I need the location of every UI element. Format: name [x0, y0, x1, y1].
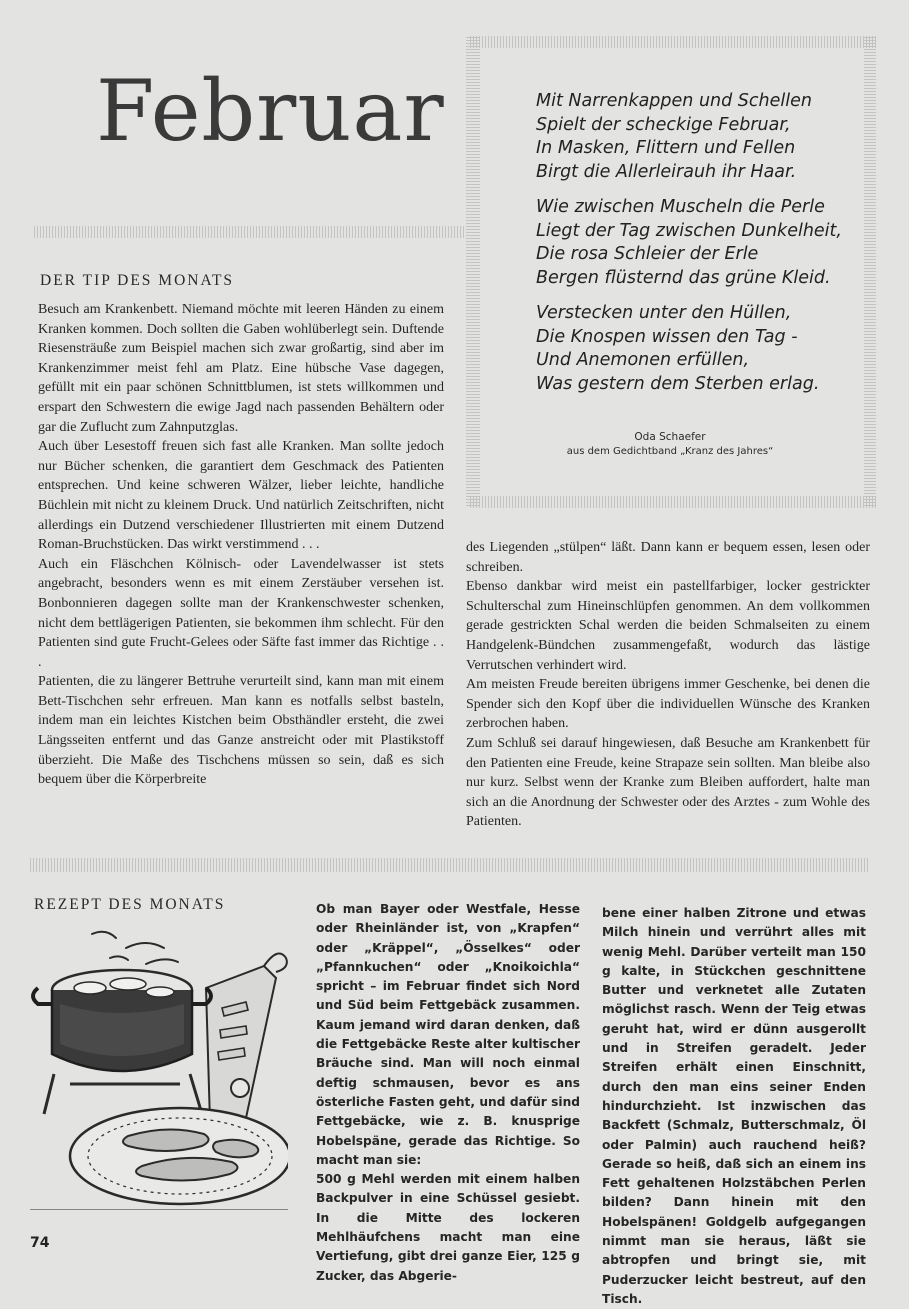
title-rule	[34, 226, 464, 238]
poem-author: Oda Schaefer	[634, 431, 706, 443]
poem-stanza	[536, 196, 866, 290]
recipe-paragraph: 500 g Mehl werden mit einem halben Backpulver in eine Schüssel gesiebt. In die Mitte des lockeren Mehlhäufchens macht man eine Vertiefung, gibt drei ganze Eier, 125 g Zucker, das Abgerie-	[316, 1172, 580, 1283]
tip-left-column	[38, 300, 444, 790]
poem-line: Mit Narrenkappen und Schellen	[536, 91, 812, 111]
poem-line: Spielt der scheckige Februar,	[536, 114, 791, 135]
recipe-heading: REZEPT DES MONATS	[34, 896, 226, 913]
section-divider	[30, 858, 868, 872]
tip-paragraph: Auch ein Fläschchen Kölnisch- oder Lavendelwasser ist stets angebracht, besonders wenn es mit einem Zerstäuber versehen ist. Bonbonnieren dagegen sollte man der Krankenschwester schenken, nicht dem bettlägerigen Patienten, sie bekommen ihm schlecht. Für den Patienten sind gute Frucht-Gelees oder Säfte fast immer das Richtige . . .	[38, 556, 444, 670]
poem-line: Verstecken unter den Hüllen,	[536, 303, 792, 323]
poem-line: Und Anemonen erfüllen,	[536, 350, 750, 370]
poem-stanza	[536, 302, 866, 396]
tip-paragraph: Am meisten Freude bereiten übrigens immer Geschenke, bei denen die Spender sich den Kopf über die individuellen Wünsche des Kranken zerbrochen haben.	[466, 677, 870, 732]
poem-line: Die Knospen wissen den Tag -	[536, 326, 798, 347]
page-title: Februar	[96, 62, 445, 160]
fried-pastry-illustration	[30, 918, 288, 1210]
poem-line: Birgt die Allerleirauh ihr Haar.	[536, 161, 797, 182]
page-number: 74	[30, 1235, 50, 1251]
poem-stanza	[536, 90, 866, 184]
tip-paragraph: Ebenso dankbar wird meist ein pastellfarbiger, locker gestrickter Schulterschal zum Hineinschlüpfen genommen. An dem vollkommen gerade gestrickten Schal werden die beiden Schmalseiten zu einem Handgelenk-Bündchen zusammengefaßt, wodurch das lästige Verrutschen verhindert wird.	[466, 579, 870, 673]
tip-paragraph: Patienten, die zu längerer Bettruhe verurteilt sind, kann man mit einem Bett-Tischchen sehr erfreuen. Man kann es notfalls selbst basteln, indem man ein leichtes Kistchen beim Obsthändler ersteht, die zwei Längsseiten entfernt und das Ganze anstreicht oder mit Plastikstoff überzieht. Die Maße des Tischchens müssen so sein, daß es sich bequem über die Körperbreite	[38, 674, 444, 788]
poem-frame-bottom	[470, 496, 878, 508]
tip-paragraph: Besuch am Krankenbett. Niemand möchte mit leeren Händen zu einem Kranken kommen. Doch sollten die Gaben wohlüberlegt sein. Duftende Riesensträuße zum Beispiel machen sich zwar großartig, sind aber im Krankenzimmer meist fehl am Platz. Eine hübsche Vase dagegen, gefüllt mit ein paar schönen Schnittblumen, ist stets willkommen und erspart den Schwestern die ewige Jagd nach passenden Behältern oder gar die Zuflucht zum Zahnputzglas.	[38, 302, 444, 435]
tip-paragraph: Zum Schluß sei darauf hingewiesen, daß Besuche am Krankenbett für den Patienten eine Freude, keine Strapaze sein sollten. Man bleibe also nur kurz. Selbst wenn der Kranke zum Bleiben auffordert, halte man sich an die Anordnung der Schwester oder des Arztes - zum Wohle des Patienten.	[466, 735, 870, 830]
poem-frame-left	[466, 36, 480, 506]
poem-line: Bergen flüsternd das grüne Kleid.	[536, 267, 831, 288]
poem-line: Liegt der Tag zwischen Dunkelheit,	[536, 220, 842, 241]
recipe-column-2	[602, 904, 866, 1309]
recipe-paragraph: Ob man Bayer oder Westfale, Hesse oder Rheinländer ist, von „Krapfen“ oder „Kräppel“, „Össelkes“ oder „Pfannkuchen“ oder „Knoikoichla“ spricht – im Februar findet sich Nord und Süd beim Fettgebäck zusammen. Kaum jemand wird daran denken, daß die Fettgebäcke Reste alter kultischer Bräuche sind. Man will noch einmal deftig schmausen, bevor es ans österliche Fasten geht, und dafür sind Fettgebäcke, wie z. B. knusprige Hobelspäne, gerade das Richtige. So macht man sie:	[316, 902, 580, 1167]
recipe-column-1	[316, 900, 580, 1286]
poem	[536, 90, 866, 408]
tip-paragraph: des Liegenden „stülpen“ läßt. Dann kann er bequem essen, lesen oder schreiben.	[466, 540, 870, 575]
poem-source: aus dem Gedichtband „Kranz des Jahres“	[566, 446, 774, 457]
tip-paragraph: Auch über Lesestoff freuen sich fast alle Kranken. Man sollte jedoch nur Bücher schenken, die garantiert dem Geschmack des Patienten entsprechen. Und keine schweren Wälzer, lieber leichte, handliche Büchlein mit nicht zu kleinem Druck. Und natürlich Zeitschriften, nicht allerdings ein Dutzend verschiedener Illustrierten mit einem Dutzend Roman-Bruchstücken. Das wirkt verstimmend . . .	[38, 439, 444, 553]
tip-heading: DER TIP DES MONATS	[40, 272, 235, 289]
poem-line: In Masken, Flittern und Fellen	[536, 138, 796, 158]
recipe-paragraph: bene einer halben Zitrone und etwas Milch hinein und verrührt alles mit wenig Mehl. Darüber verteilt man 150 g kalte, in Stückchen geschnittene Butter und verknetet alle Zutaten möglichst rasch. Wenn der Teig etwas geruht hat, wird er dünn ausgerollt und in Streifen geradelt. Jeder Streifen erhält einen Einschnitt, durch den man eins seiner Enden hindurchzieht. Ist inzwischen das Backfett (Schmalz, Butterschmalz, Öl oder Palmin) auch rauchend heiß? Gerade so heiß, daß sich an einem ins Fett gehaltenen Holzstäbchen Perlen bilden? Dann hinein mit den Hobelspänen! Goldgelb aufgegangen nimmt man sie heraus, läßt sie abtropfen und bringt sie, mit Puderzucker leicht bestreut, auf den Tisch.	[602, 906, 866, 1306]
tip-right-column	[466, 538, 870, 832]
poem-line: Die rosa Schleier der Erle	[536, 244, 759, 264]
poem-frame-top	[470, 36, 878, 48]
poem-line: Was gestern dem Sterben erlag.	[536, 373, 820, 394]
poem-line: Wie zwischen Muscheln die Perle	[536, 197, 825, 217]
